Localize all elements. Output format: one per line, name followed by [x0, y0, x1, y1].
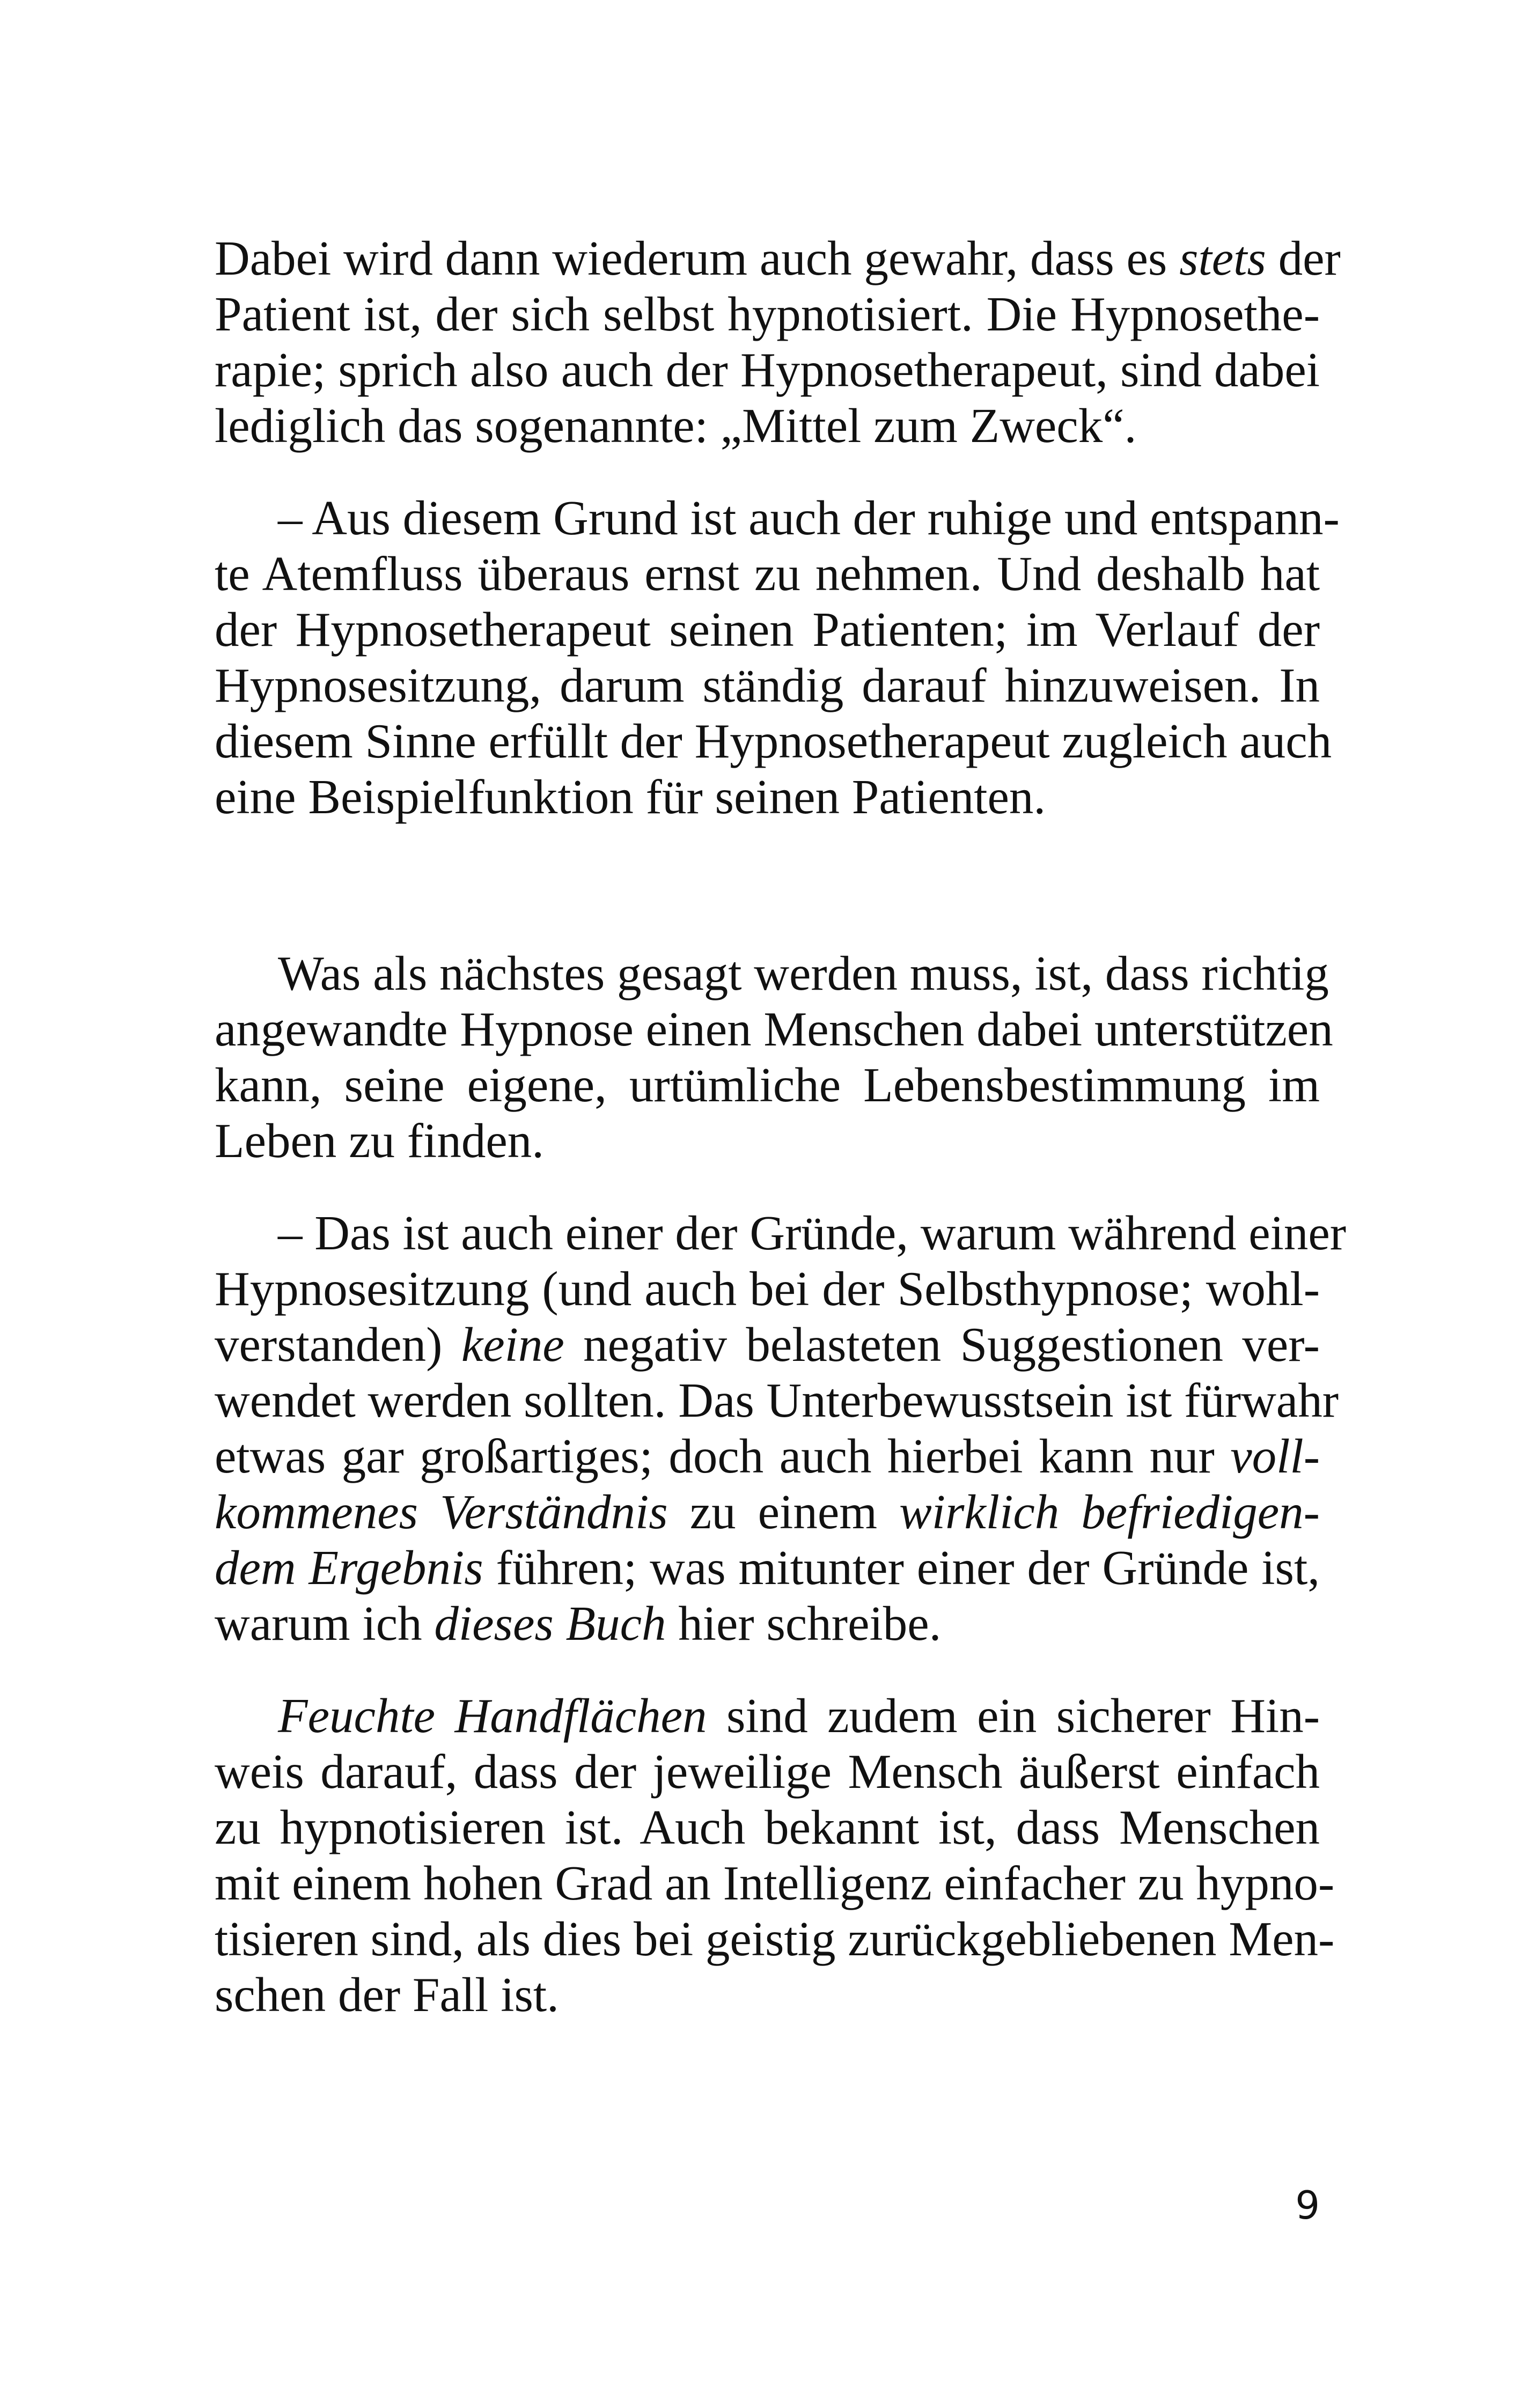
page-body — [215, 231, 1347, 2023]
text-line — [215, 1911, 1335, 1967]
paragraph-gap — [215, 1169, 1320, 1205]
text-line — [215, 546, 1320, 602]
text-line — [215, 769, 1320, 825]
text-line — [215, 1205, 1347, 1261]
text-line — [215, 1855, 1335, 1911]
text-segment: wendet werden sollten. Das Unterbewusstsein ist fürwahr — [215, 1373, 1339, 1427]
text-segment: angewandte Hypnose einen Menschen dabei unterstützen — [215, 1002, 1333, 1056]
italic-text: dieses Buch — [434, 1596, 666, 1651]
paragraph-gap — [215, 454, 1320, 490]
text-line — [215, 1002, 1333, 1057]
text-segment: negativ belasteten Suggestionen ver- — [564, 1317, 1320, 1372]
text-segment: tisieren sind, als dies bei geistig zurückgebliebenen Men- — [215, 1912, 1335, 1966]
text-line — [215, 713, 1332, 769]
italic-text: keine — [461, 1317, 564, 1372]
text-segment: weis darauf, dass der jeweilige Mensch äußerst einfach — [215, 1744, 1320, 1799]
text-line — [215, 1688, 1320, 1744]
text-segment: etwas gar großartiges; doch auch hierbei kann nur — [215, 1429, 1231, 1483]
text-segment: der Hypnosetherapeut seinen Patienten; im Verlauf der — [215, 602, 1320, 657]
italic-text: wirklich befriedigen- — [899, 1485, 1320, 1539]
text-line — [215, 1744, 1320, 1800]
text-segment: warum ich — [215, 1596, 435, 1651]
text-line — [215, 398, 1320, 454]
italic-text: Feuchte Handflächen — [278, 1689, 707, 1743]
text-line — [215, 1261, 1320, 1317]
text-segment: eine Beispielfunktion für seinen Patienten. — [215, 770, 1046, 824]
text-line — [215, 490, 1340, 546]
text-line — [215, 946, 1329, 1002]
text-line — [215, 1373, 1339, 1428]
text-segment: Hypnosesitzung, darum ständig darauf hinzuweisen. In — [215, 658, 1320, 712]
text-segment: verstanden) — [215, 1317, 461, 1372]
text-segment: schen der Fall ist. — [215, 1968, 559, 2022]
text-line — [215, 1800, 1320, 1855]
italic-text: kommenes Verständnis — [215, 1485, 668, 1539]
paragraph-gap — [215, 825, 1320, 946]
paragraph — [215, 946, 1333, 1169]
text-line — [215, 1113, 1320, 1169]
italic-text: stets — [1179, 231, 1266, 285]
text-segment: rapie; sprich also auch der Hypnosetherapeut, sind dabei — [215, 343, 1320, 397]
text-line — [215, 342, 1320, 398]
paragraph — [215, 490, 1340, 825]
text-segment: diesem Sinne erfüllt der Hypnosetherapeut zugleich auch — [215, 714, 1332, 768]
text-line — [215, 286, 1320, 342]
italic-text: voll- — [1230, 1429, 1320, 1483]
text-segment: Dabei wird dann wiederum auch gewahr, dass es — [215, 231, 1180, 285]
text-segment: Patient ist, der sich selbst hypnotisiert. Die Hypnosethe- — [215, 287, 1320, 341]
text-segment: te Atemfluss überaus ernst zu nehmen. Und deshalb hat — [215, 547, 1320, 601]
text-segment: hier schreibe. — [666, 1596, 942, 1651]
paragraph-gap — [215, 1652, 1320, 1688]
paragraph — [215, 1205, 1347, 1652]
text-line — [215, 1967, 1320, 2023]
text-segment: sind zudem ein sicherer Hin- — [707, 1689, 1320, 1743]
text-segment: führen; was mitunter einer der Gründe ist, — [483, 1541, 1320, 1595]
text-segment: der — [1266, 231, 1341, 285]
text-segment: Leben zu finden. — [215, 1114, 544, 1168]
text-line — [215, 1428, 1320, 1484]
text-line — [215, 1484, 1320, 1540]
paragraph — [215, 231, 1341, 454]
paragraph — [215, 1688, 1335, 2023]
text-line — [215, 602, 1320, 658]
text-segment: Hypnosesitzung (und auch bei der Selbsthypnose; wohl- — [215, 1262, 1320, 1316]
text-segment: Was als nächstes gesagt werden muss, ist, dass richtig — [278, 946, 1329, 1000]
text-segment: – Aus diesem Grund ist auch der ruhige und entspann- — [278, 491, 1340, 545]
text-line — [215, 1317, 1320, 1373]
text-line — [215, 658, 1320, 713]
page-number: 9 — [1295, 2183, 1320, 2228]
text-segment: – Das ist auch einer der Gründe, warum während einer — [278, 1206, 1347, 1260]
text-line — [215, 1596, 1320, 1652]
text-line — [215, 1540, 1320, 1596]
text-segment: kann, seine eigene, urtümliche Lebensbestimmung im — [215, 1058, 1320, 1112]
text-segment: lediglich das sogenannte: „Mittel zum Zweck“. — [215, 399, 1137, 453]
text-segment: zu hypnotisieren ist. Auch bekannt ist, dass Menschen — [215, 1800, 1320, 1854]
text-line — [215, 231, 1341, 286]
italic-text: dem Ergebnis — [215, 1541, 483, 1595]
text-line — [215, 1057, 1320, 1113]
text-segment: mit einem hohen Grad an Intelligenz einfacher zu hypno- — [215, 1856, 1335, 1910]
text-segment: zu einem — [667, 1485, 899, 1539]
